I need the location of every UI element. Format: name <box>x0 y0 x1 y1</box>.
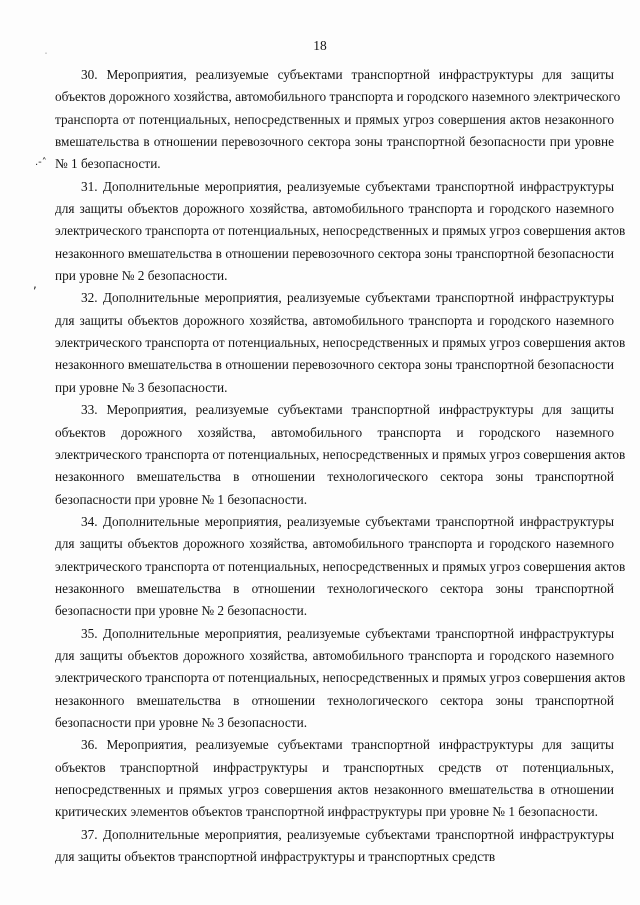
paragraph-line: незаконного вмешательства в отношении перевозочного сектора зоны транспортной безопасности <box>55 357 614 373</box>
paragraph-line: 31. Дополнительные мероприятия, реализуемые субъектами транспортной инфраструктуры <box>81 178 614 194</box>
paragraph-line: электрического транспорта от потенциальных, непосредственных и прямых угроз совершения актов <box>55 223 626 239</box>
paragraph-line: электрического транспорта от потенциальных, непосредственных и прямых угроз совершения актов <box>55 558 626 574</box>
paragraph-line: 35. Дополнительные мероприятия, реализуемые субъектами транспортной инфраструктуры <box>81 625 614 641</box>
paragraph-line: при уровне № 2 безопасности. <box>55 268 228 284</box>
scan-speck: , <box>33 277 37 291</box>
paragraph-line: для защиты объектов дорожного хозяйства, автомобильного транспорта и городского наземного <box>55 647 614 663</box>
paragraph <box>55 824 614 869</box>
scan-speck: ˙ <box>44 52 48 61</box>
paragraph-line: незаконного вмешательства в отношении перевозочного сектора зоны транспортной безопасности <box>55 245 614 261</box>
paragraph-line: 32. Дополнительные мероприятия, реализуемые субъектами транспортной инфраструктуры <box>81 290 614 306</box>
paragraph-line: для защиты объектов транспортной инфраструктуры и транспортных средств <box>55 849 496 865</box>
paragraph <box>55 511 626 623</box>
paragraph-line: объектов дорожного хозяйства, автомобильного транспорта и городского наземного электрического <box>55 89 621 105</box>
paragraph-line: для защиты объектов дорожного хозяйства, автомобильного транспорта и городского наземного <box>55 312 614 328</box>
paragraph-line: транспорта от потенциальных, непосредственных и прямых угроз совершения актов незаконного <box>55 111 614 127</box>
paragraph-line: 33. Мероприятия, реализуемые субъектами транспортной инфраструктуры для защиты <box>81 402 614 418</box>
paragraph-line: для защиты объектов дорожного хозяйства, автомобильного транспорта и городского наземного <box>55 201 614 217</box>
paragraph-line: электрического транспорта от потенциальных, непосредственных и прямых угроз совершения актов <box>55 446 626 462</box>
paragraph <box>55 64 621 176</box>
paragraph-line: электрического транспорта от потенциальных, непосредственных и прямых угроз совершения актов <box>55 335 626 351</box>
paragraph-line: непосредственных и прямых угроз совершения актов незаконного вмешательства в отношении <box>55 782 614 797</box>
paragraph-line: незаконного вмешательства в отношении технологического сектора зоны транспортной <box>55 469 614 485</box>
paragraph-line: объектов дорожного хозяйства, автомобильного транспорта и городского наземного <box>55 424 614 440</box>
paragraph-line: критических элементов объектов транспортной инфраструктуры при уровне № 1 безопасности. <box>55 804 598 820</box>
paragraph-line: вмешательства в отношении перевозочного сектора зоны транспортной безопасности при уровне <box>55 134 614 150</box>
paragraph-line: № 1 безопасности. <box>55 156 161 172</box>
paragraph-line: для защиты объектов дорожного хозяйства, автомобильного транспорта и городского наземного <box>55 536 614 552</box>
document-body <box>55 64 626 868</box>
paragraph-line: при уровне № 3 безопасности. <box>55 379 228 395</box>
paragraph-line: электрического транспорта от потенциальных, непосредственных и прямых угроз совершения актов <box>55 670 626 686</box>
paragraph <box>55 399 626 511</box>
paragraph <box>55 734 614 823</box>
paragraph-line: 37. Дополнительные мероприятия, реализуемые субъектами транспортной инфраструктуры <box>81 826 614 842</box>
paragraph-line: безопасности при уровне № 3 безопасности. <box>55 714 308 730</box>
paragraph-line: 34. Дополнительные мероприятия, реализуемые субъектами транспортной инфраструктуры <box>81 513 614 529</box>
paragraph-line: безопасности при уровне № 2 безопасности. <box>55 603 308 619</box>
page-number: 18 <box>313 38 327 53</box>
paragraph-line: 36. Мероприятия, реализуемые субъектами транспортной инфраструктуры для защиты <box>81 737 614 753</box>
scan-speck: .-˄ <box>35 157 47 168</box>
paragraph <box>55 287 626 399</box>
paragraph-line: 30. Мероприятия, реализуемые субъектами транспортной инфраструктуры для защиты <box>81 67 614 82</box>
paragraph-line: безопасности при уровне № 1 безопасности. <box>55 491 308 507</box>
paragraph <box>55 176 626 288</box>
paragraph <box>55 623 626 735</box>
paragraph-line: незаконного вмешательства в отношении технологического сектора зоны транспортной <box>55 580 614 596</box>
paragraph-line: незаконного вмешательства в отношении технологического сектора зоны транспортной <box>55 692 614 708</box>
paragraph-line: объектов транспортной инфраструктуры и транспортных средств от потенциальных, <box>55 759 614 775</box>
